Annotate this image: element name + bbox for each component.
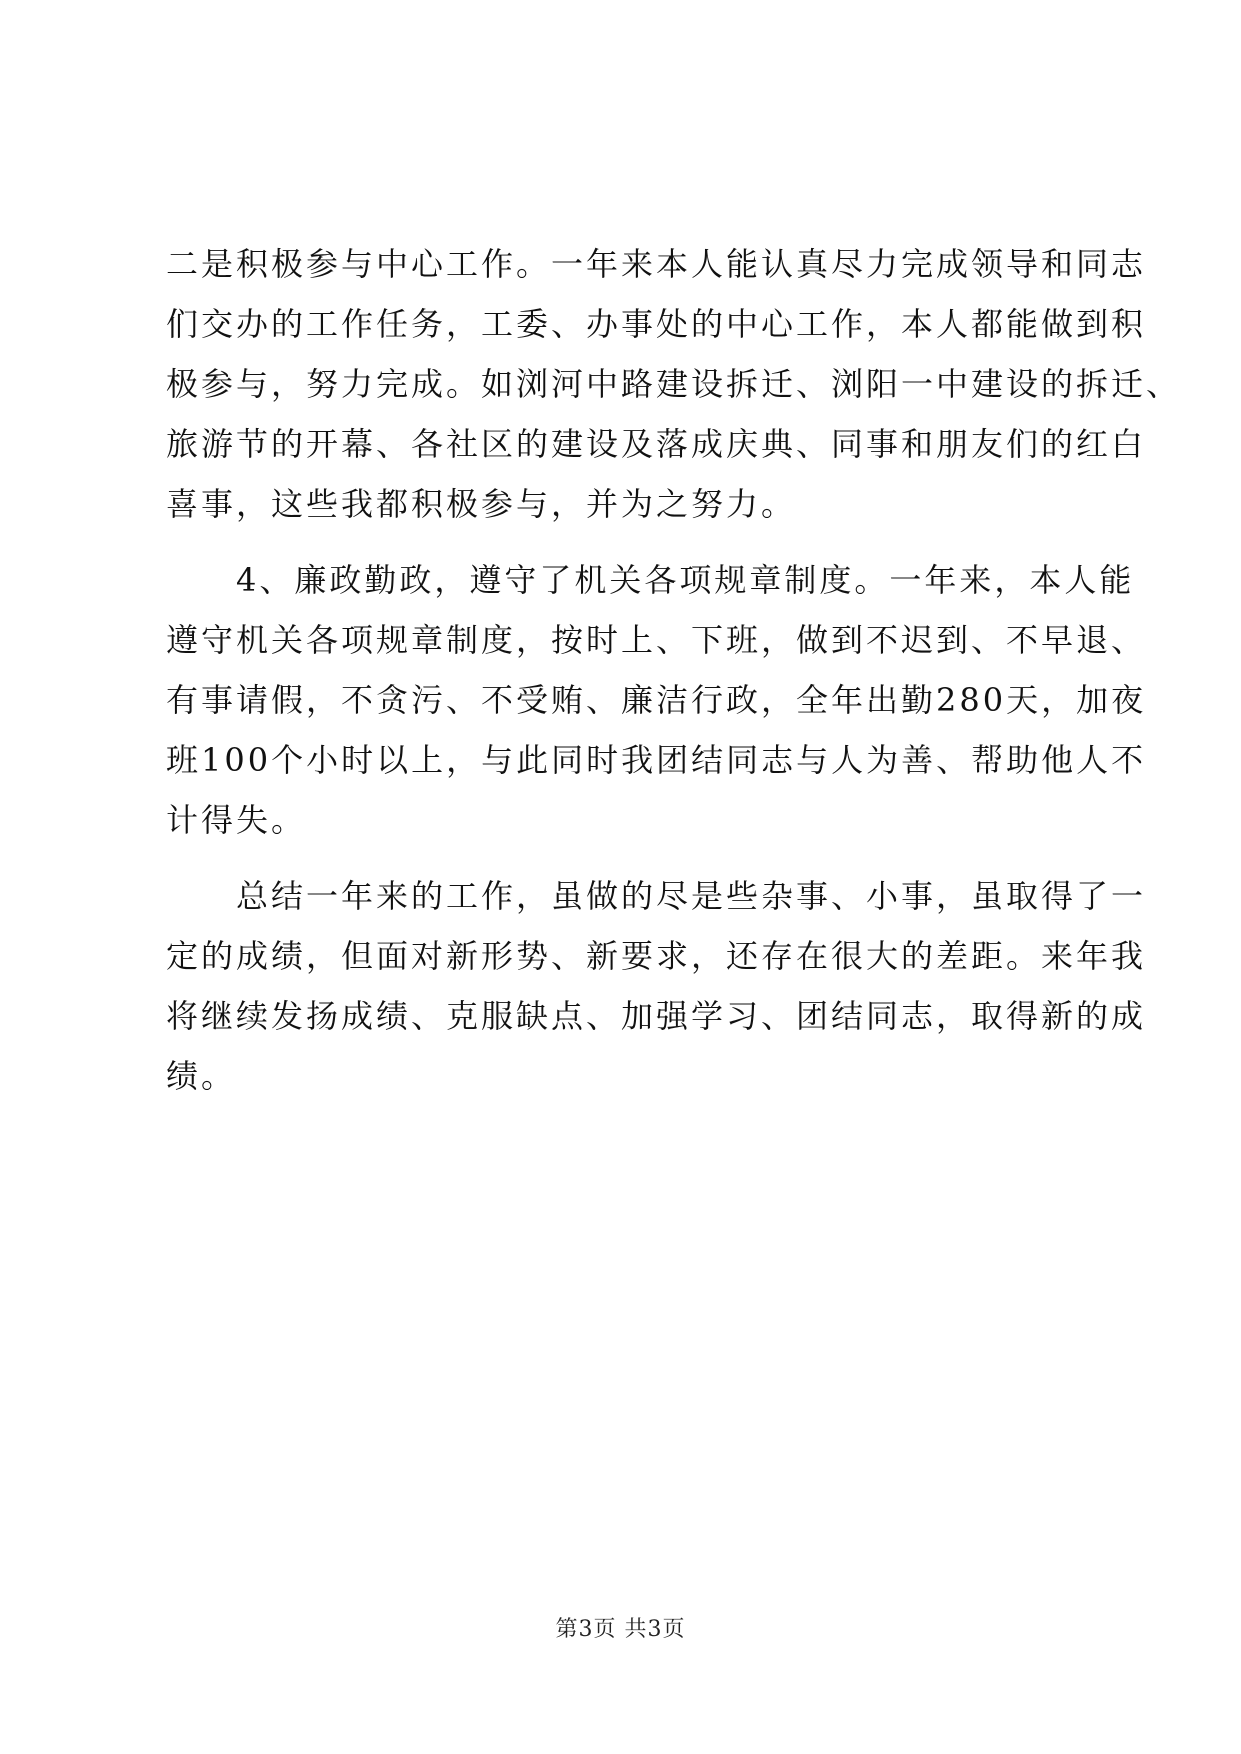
text-line: 二是积极参与中心工作。一年来本人能认真尽力完成领导和同志 xyxy=(166,245,1147,283)
text-line: 们交办的工作任务，工委、办事处的中心工作，本人都能做到积 xyxy=(166,305,1147,343)
text-line: 定的成绩，但面对新形势、新要求，还存在很大的差距。来年我 xyxy=(166,937,1147,975)
text-line: 班100个小时以上，与此同时我团结同志与人为善、帮助他人不 xyxy=(166,741,1147,779)
text-line: 喜事，这些我都积极参与，并为之努力。 xyxy=(166,485,797,523)
text-line: 有事请假，不贪污、不受贿、廉洁行政，全年出勤280天，加夜 xyxy=(166,681,1147,719)
document-body xyxy=(166,234,1182,1106)
text-line: 4、廉政勤政，遵守了机关各项规章制度。一年来，本人能 xyxy=(166,561,1135,599)
paragraph-participation xyxy=(166,234,1182,534)
text-line: 绩。 xyxy=(166,1057,237,1095)
paragraph-summary xyxy=(166,866,1147,1106)
text-line: 极参与，努力完成。如浏河中路建设拆迁、浏阳一中建设的拆迁、 xyxy=(166,365,1182,403)
text-line: 计得失。 xyxy=(166,801,307,839)
text-line: 遵守机关各项规章制度，按时上、下班，做到不迟到、不早退、 xyxy=(166,621,1147,659)
page-number-footer: 第3页 共3页 xyxy=(555,1617,686,1642)
text-line: 总结一年来的工作，虽做的尽是些杂事、小事，虽取得了一 xyxy=(166,877,1147,915)
paragraph-integrity xyxy=(166,550,1147,850)
paragraph-spacer xyxy=(166,534,1086,550)
text-line: 旅游节的开幕、各社区的建设及落成庆典、同事和朋友们的红白 xyxy=(166,425,1147,463)
text-line: 将继续发扬成绩、克服缺点、加强学习、团结同志，取得新的成 xyxy=(166,997,1147,1035)
paragraph-spacer xyxy=(166,850,1086,866)
